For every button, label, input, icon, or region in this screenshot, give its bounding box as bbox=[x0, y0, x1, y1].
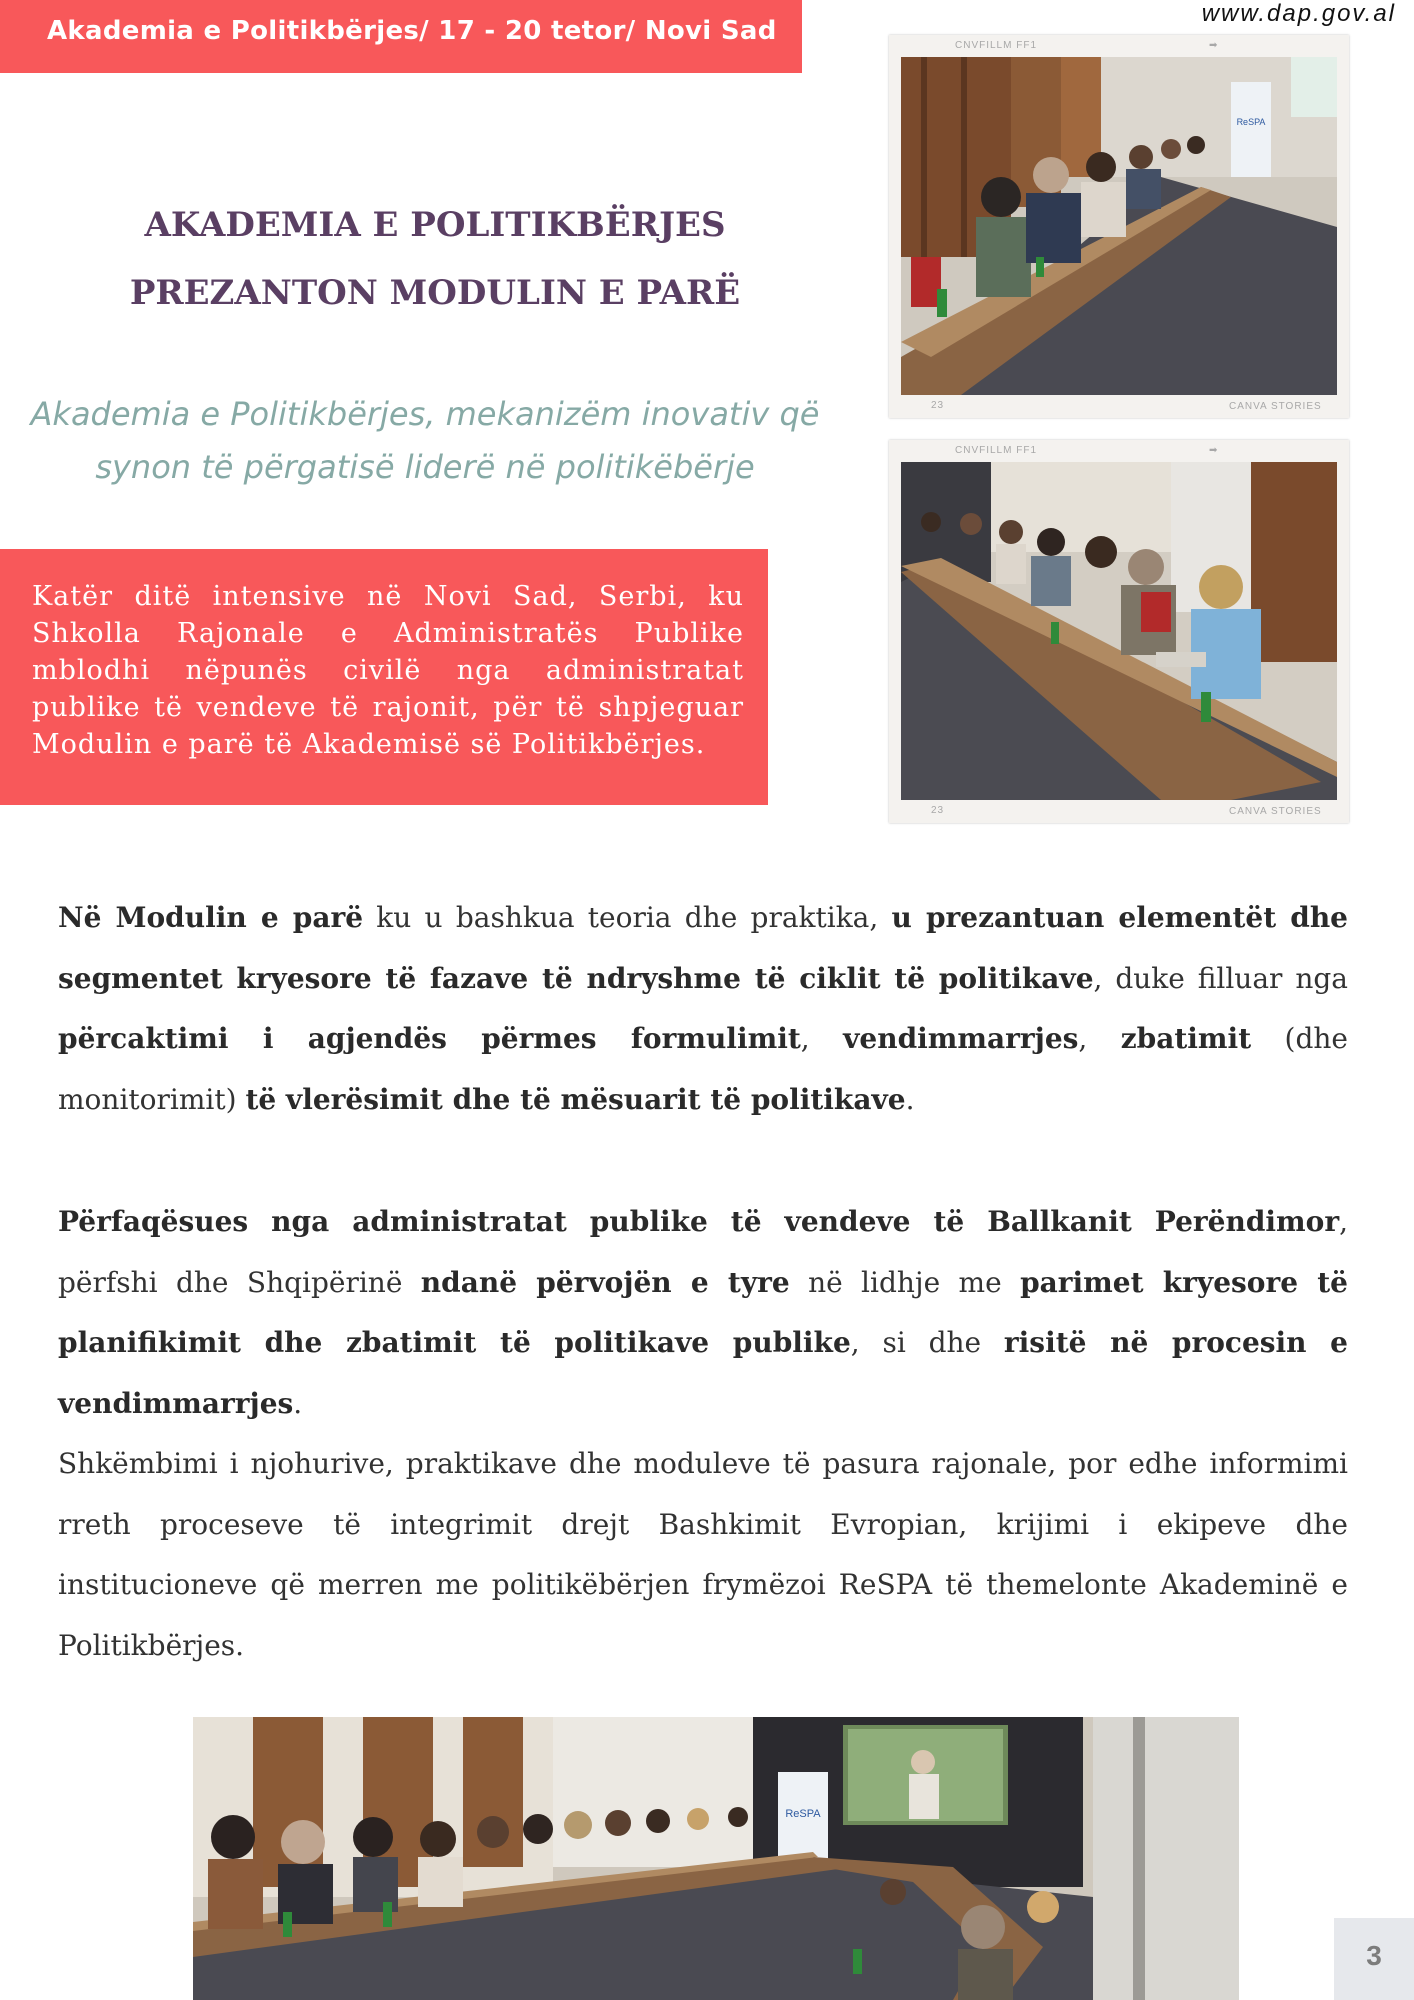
bold-text-run: Në Modulin e parë bbox=[58, 901, 364, 934]
body-paragraph-2 bbox=[58, 1192, 1348, 1434]
meeting-photo-3 bbox=[193, 1717, 1239, 2000]
website-url[interactable]: www.dap.gov.al bbox=[1201, 0, 1396, 27]
frame-label-top: CNVFILLM FF1 bbox=[955, 445, 1038, 456]
bold-text-run: zbatimit bbox=[1120, 1022, 1252, 1055]
page-number: 3 bbox=[1366, 1940, 1382, 1971]
bold-text-run: u prezantuan elementët dhe segmentet kryesore të fazave të ndryshme të ciklit të politikave bbox=[58, 901, 1348, 995]
page-title-line-2: PREZANTON MODULIN E PARË bbox=[129, 273, 741, 313]
bold-text-run: risitë në procesin e vendimmarrjes bbox=[58, 1326, 1349, 1420]
text-run: , duke filluar nga bbox=[1093, 961, 1348, 995]
respa-banner-label: ReSPA bbox=[785, 1808, 821, 1820]
bold-text-run: ndanë përvojën e tyre bbox=[420, 1265, 790, 1299]
text-run: (dhe monitorimit) bbox=[58, 1022, 1349, 1116]
frame-label-top: CNVFILLM FF1 bbox=[955, 40, 1038, 51]
frame-label-number: 23 bbox=[931, 400, 945, 411]
photo-frame-1 bbox=[889, 35, 1349, 418]
text-run: . bbox=[293, 1386, 303, 1420]
frame-label-number: 23 bbox=[931, 805, 945, 816]
text-run: Shkëmbimi i njohurive, praktikave dhe moduleve të pasura rajonale, por edhe informimi rreth proceseve të integrimit drejt Bashkimit Evropian, krijimi i ekipeve dhe institucioneve që merren me politikëbërjen frymëzoi ReSPA të themelonte Akademinë e Politikbërjes. bbox=[58, 1447, 1348, 1662]
text-run: , bbox=[800, 1022, 844, 1055]
meeting-photo-2-image bbox=[901, 462, 1337, 800]
header-banner-text: Akademia e Politikbërjes/ 17 - 20 tetor/ Novi Sad bbox=[47, 16, 777, 46]
page-subtitle: Akademia e Politikbërjes, mekanizëm inovativ që synon të përgatisë liderë në politikëbërje bbox=[30, 395, 820, 486]
page-number-box bbox=[1334, 1918, 1414, 2000]
bold-text-run: Përfaqësues nga administratat publike të vendeve të Ballkanit Perëndimor bbox=[58, 1205, 1340, 1238]
text-run: , përfshi dhe Shqipërinë bbox=[58, 1205, 1348, 1299]
bold-text-run: parimet kryesore të planifikimit dhe zbatimit të politikave publike bbox=[58, 1265, 1348, 1359]
frame-arrow-icon: ➡ bbox=[1209, 40, 1219, 51]
photo-frame-2 bbox=[889, 440, 1349, 823]
bold-text-run: vendimmarrjes bbox=[843, 1022, 1079, 1055]
frame-label-bottom: CANVA STORIES bbox=[1229, 806, 1322, 817]
text-run: në lidhje me bbox=[789, 1265, 1021, 1299]
text-run: , si dhe bbox=[850, 1326, 1004, 1359]
meeting-photo-1 bbox=[901, 57, 1337, 395]
frame-label-bottom: CANVA STORIES bbox=[1229, 401, 1322, 412]
intro-box-text: Katër ditë intensive në Novi Sad, Serbi, ku Shkolla Rajonale e Administratës Publike mblodhi nëpunës civilë nga administratat publike të vendeve të rajonit, për të shpjeguar Modulin e parë të Akademisë së Politikbërjes. bbox=[32, 581, 744, 760]
text-run: , bbox=[1078, 1022, 1121, 1055]
body-paragraph-3 bbox=[58, 1434, 1348, 1676]
meeting-photo-2 bbox=[901, 462, 1337, 800]
body-paragraph-1 bbox=[58, 888, 1348, 1130]
bold-text-run: përcaktimi i agjendës përmes formulimit bbox=[58, 1022, 801, 1055]
meeting-photo-3-image bbox=[193, 1717, 1239, 2000]
respa-banner-label: ReSPA bbox=[1236, 117, 1266, 127]
page-title-line-1: AKADEMIA E POLITIKBËRJES bbox=[144, 205, 726, 245]
text-run: ku u bashkua teoria dhe praktika, bbox=[363, 901, 892, 934]
text-run: . bbox=[905, 1082, 915, 1116]
meeting-photo-1-image bbox=[901, 57, 1337, 395]
frame-arrow-icon: ➡ bbox=[1209, 445, 1219, 456]
bold-text-run: të vlerësimit dhe të mësuarit të politikave bbox=[245, 1082, 906, 1116]
